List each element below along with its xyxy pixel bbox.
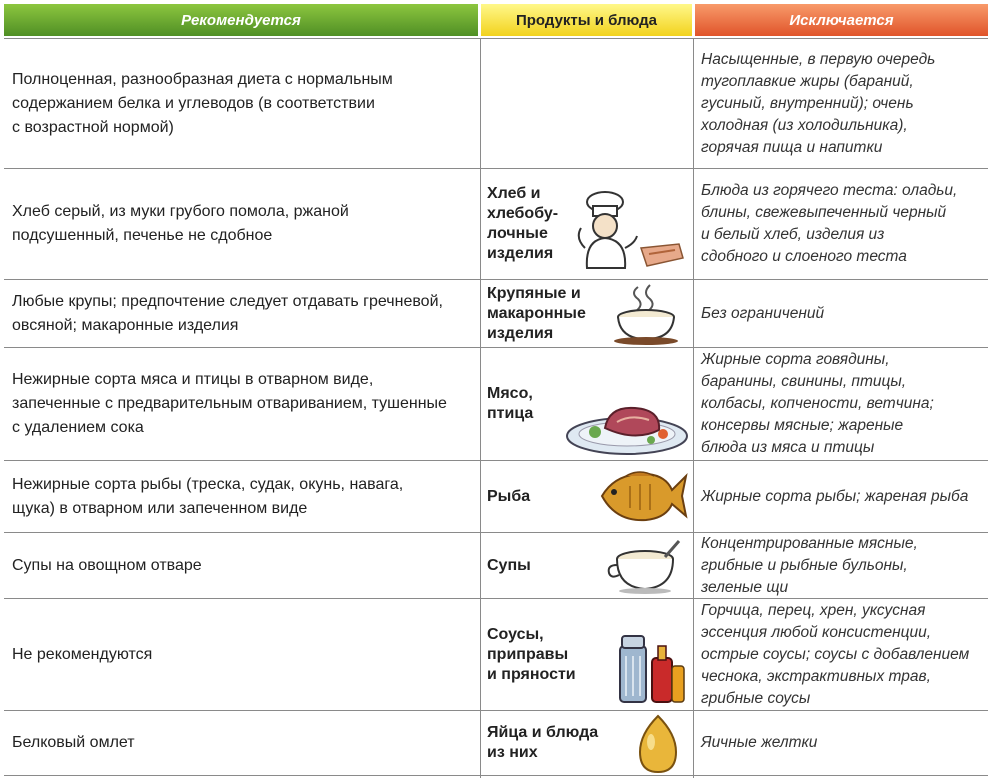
column-divider — [480, 38, 481, 778]
recommended-cell: Нежирные сорта мяса и птицы в отварном виде, запеченные с предварительным отвариванием, тушенные с удалением сока — [12, 371, 447, 436]
excluded-cell: Насыщенные, в первую очередь тугоплавкие жиры (бараний, гусиный, внутренний); очень холодная (из холодильника), горячая пища и напитки — [701, 50, 936, 156]
product-name: Супы — [487, 556, 531, 574]
product-name: Яйца и блюда из них — [487, 724, 599, 761]
product-name: Хлеб и хлебобу- лочные изделия — [487, 185, 559, 262]
row-divider — [4, 168, 988, 169]
meat-platter-icon — [565, 398, 689, 456]
recommended-cell: Не рекомендуются — [12, 645, 153, 663]
recommended-cell: Любые крупы; предпочтение следует отдавать гречневой, овсяной; макаронные изделия — [12, 292, 443, 334]
header-recommended: Рекомендуется — [4, 4, 478, 36]
excluded-cell: Жирные сорта рыбы; жареная рыба — [701, 487, 969, 505]
soup-pot-icon — [605, 537, 685, 595]
product-name: Соусы, приправы и пряности — [487, 625, 576, 683]
excluded-cell: Концентрированные мясные, грибные и рыбные бульоны, зеленые щи — [701, 534, 918, 596]
row-divider — [4, 347, 988, 348]
excluded-cell: Блюда из горячего теста: оладьи, блины, свежевыпеченный черный и белый хлеб, изделия из сдобного и слоеного теста — [701, 182, 958, 265]
product-name: Мясо, птица — [487, 385, 534, 422]
fish-icon — [596, 466, 688, 526]
header-excluded: Исключается — [695, 4, 988, 36]
excluded-cell: Без ограничений — [701, 304, 825, 322]
excluded-cell: Яичные желтки — [701, 734, 818, 751]
recommended-cell: Хлеб серый, из муки грубого помола, ржаной подсушенный, печенье не сдобное — [12, 203, 349, 244]
recommended-cell: Нежирные сорта рыбы (треска, судак, окунь, навага, щука) в отварном или запеченном виде — [12, 475, 404, 517]
recommended-cell: Супы на овощном отваре — [12, 556, 202, 574]
row-divider — [4, 710, 988, 711]
recommended-cell: Белковый омлет — [12, 734, 135, 751]
row-divider — [4, 38, 988, 39]
porridge-bowl-icon — [612, 283, 682, 345]
header-products: Продукты и блюда — [481, 4, 692, 36]
baker-icon — [575, 188, 690, 276]
product-name: Крупяные и макаронные изделия — [487, 284, 586, 342]
row-divider — [4, 279, 988, 280]
condiments-icon — [616, 632, 686, 706]
column-divider — [693, 38, 694, 778]
row-divider — [4, 775, 988, 776]
product-name: Рыба — [487, 487, 531, 505]
row-divider — [4, 460, 988, 461]
excluded-cell: Жирные сорта говядины, баранины, свинины, птицы, колбасы, копчености, ветчина; консервы мясные; жареные блюда из мяса и птицы — [701, 351, 934, 456]
recommended-cell: Полноценная, разнообразная диета с нормальным содержанием белка и углеводов (в соответствии с возрастной нормой) — [12, 70, 393, 136]
excluded-cell: Горчица, перец, хрен, уксусная эссенция любой консистенции, острые соусы; соусы с добавлением чеснока, экстрактивных трав, грибные соусы — [701, 601, 970, 707]
egg-icon — [636, 714, 680, 774]
